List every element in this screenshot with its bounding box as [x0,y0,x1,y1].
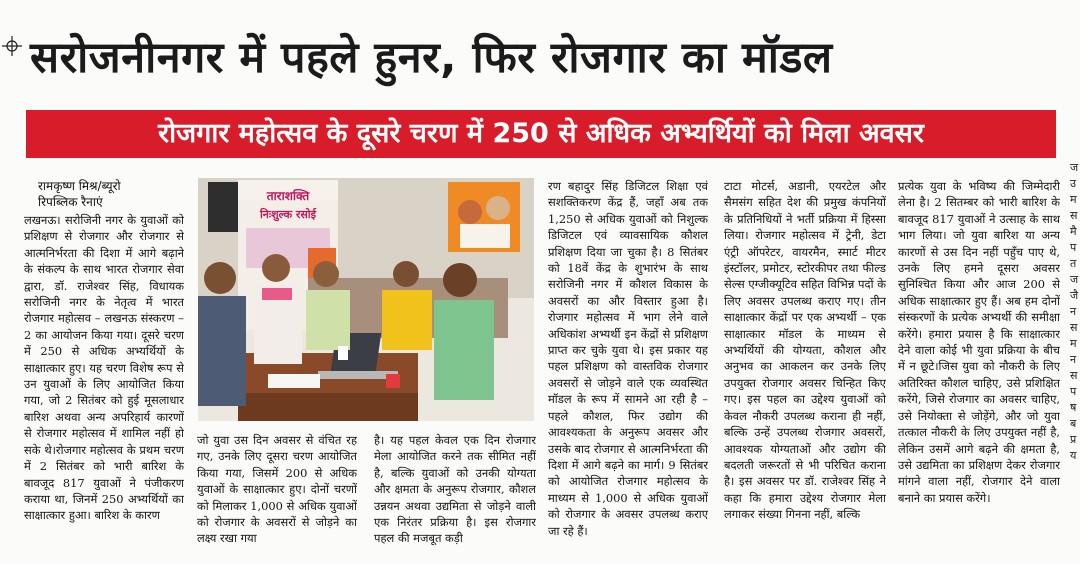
article-column-5: टाटा मोटर्स, अडानी, एयरटेल और सैमसंग सहित देश की प्रमुख कंपनियों के प्रतिनिधियों ने भर्ती प्रक्रिया में हिस्सा लिया। रोजगार महोत्सव में ट्रेनी, डेटा एंट्री ऑपरेटर, वायरमैन, स्मार्ट मीटर इंस्टॉलर, प्रमोटर, स्टोरकीपर तथा फील्ड सेल्स एग्जीक्यूटिव सहित विभिन्न पदों के लिए अवसर उपलब्ध कराए गए। तीन साक्षात्कार केंद्रों पर एक अभ्यर्थी – एक साक्षात्कार मॉडल के माध्यम से अभ्यर्थियों की योग्यता, कौशल और अनुभव का आकलन कर उनके लिए उपयुक्त रोजगार अवसर चिन्हित किए गए। इस पहल का उद्देश्य युवाओं को केवल नौकरी उपलब्ध कराना ही नहीं, बल्कि उन्हें उपलब्ध रोजगार अवसरों, आवश्यक योग्यताओं और उद्योग की बदलती जरूरतों से भी परिचित कराना है। इस अवसर पर डॉ. राजेश्वर सिंह ने कहा कि हमारा उद्देश्य रोजगार मेला लगाकर संख्या गिनना नहीं, बल्कि [724,179,886,522]
byline-outlet: रिपब्लिक रैनाएं [38,195,103,209]
article-column-6: प्रत्येक युवा के भविष्य की जिम्मेदारी लेना है। 2 सितम्बर को भारी बारिश के बावजूद 817 युवाओं ने उत्साह के साथ भाग लिया। जो युवा बारिश या अन्य कारणों से उस दिन नहीं पहुँच पाए थे, उनके लिए हमने दूसरा अवसर सुनिश्चित किया और आज 200 से अधिक साक्षात्कार हुए हैं। अब हम दोनों संस्करणों के प्रत्येक अभ्यर्थी की समीक्षा करेंगे। हमारा प्रयास है कि साक्षात्कार देने वाला कोई भी युवा प्रक्रिया के बीच में न छूटे।जिस युवा को नौकरी के लिए अतिरिक्त कौशल चाहिए, उसे प्रशिक्षित करेंगे, जिसे रोजगार का अवसर चाहिए, उसे नियोक्ता से जोड़ेंगे, और जो युवा तत्काल नौकरी के लिए उपयुक्त नहीं है, लेकिन उसमें आगे बढ़ने की क्षमता है, उसे उद्यमिता का प्रशिक्षण देकर रोजगार मांगने वाला नहीं, रोजगार देने वाला बनाने का प्रयास करेंगे। [898,179,1060,505]
article-column-4: रण बहादुर सिंह डिजिटल शिक्षा एवं सशक्तिकरण केंद्र हैं, जहाँ अब तक 1,250 से अधिक युवाओं को निशुल्क डिजिटल एवं व्यावसायिक कौशल प्रशिक्षण दिया जा चुका है। 8 सितंबर को 18वें केंद्र के शुभारंभ के साथ सरोजिनी नगर में कौशल विकास के अवसरों का और विस्तार हुआ है।रोजगार महोत्सव में भाग लेने वाले अधिकांश अभ्यर्थी इन केंद्रों से प्रशिक्षण प्राप्त कर चुके युवा थे। इस प्रकार यह पहल प्रशिक्षण को वास्तविक रोजगार अवसरों से जोड़ने वाले एक व्यवस्थित मॉडल के रूप में सामने आ रही है – पहले कौशल, फिर उद्योग की आवश्यकता के अनुरूप अवसर और उसके बाद रोजगार से आत्मनिर्भरता की दिशा में आगे बढ़ने का मार्ग। 9 सितंबर को आयोजित रोजगार महोत्सव के माध्यम से 1,000 से अधिक युवाओं को रोजगार के अवसर उपलब्ध कराए जा रहे हैं। [548,179,708,538]
headline: सरोजनीनगर में पहले हुनर, फिर रोजगार का मॉडल [30,33,833,83]
photo-banner-line1: ताराशक्ति [266,189,310,203]
registration-mark-icon [2,36,22,56]
byline-author: रामकृष्ण मिश्र/ब्यूरो [38,179,121,193]
photo-banner-line2: निःशुल्क रसोई [259,208,317,221]
article-photo [198,178,534,421]
article-column-3: है। यह पहल केवल एक दिन रोजगार मेला आयोजित करने तक सीमित नहीं है, बल्कि युवाओं को उनकी योग्यता और क्षमता के अनुरूप रोजगार, कौशल उन्नयन अथवा उद्यमिता से जोड़ने वाली एक निरंतर प्रक्रिया है। इस रोजगार पहल की मजबूत कड़ी [374,433,536,546]
photo-illustration [198,178,534,421]
article-column-1: लखनऊ। सरोजिनी नगर के युवाओं को प्रशिक्षण से रोजगार और रोजगार से आत्मनिर्भरता की दिशा में आगे बढ़ाने के संकल्प के साथ भारत रोजगार सेवा द्वारा, डॉ. राजेश्वर सिंह, विधायक सरोजिनी नगर के नेतृत्व में भारत रोजगार महोत्सव – लखनऊ संस्करण – 2 का आयोजन किया गया। दूसरे चरण में 250 से अधिक अभ्यर्थियों के साक्षात्कार हुए। यह चरण विशेष रूप से उन युवाओं के लिए आयोजित किया गया, जो 2 सितंबर को हुई मूसलाधार बारिश अथवा अन्य अपरिहार्य कारणों से रोजगार महोत्सव में शामिल नहीं हो सके थे।रोजगार महोत्सव के प्रथम चरण में 2 सितंबर को भारी बारिश के बावजूद 817 युवाओं ने पंजीकरण कराया था, जिनमें 250 अभ्यर्थियों का साक्षात्कार हुआ। बारिश के कारण [24,213,184,523]
byline [38,178,188,210]
adjacent-article-fragment: ज उ म स मै प त ज जै न स म न स प ष ब प्र य [1070,161,1079,462]
subheadline-banner: रोजगार महोत्सव के दूसरे चरण में 250 से अधिक अभ्यर्थियों को मिला अवसर [26,110,1056,158]
article-column-2: जो युवा उस दिन अवसर से वंचित रह गए, उनके लिए दूसरा चरण आयोजित किया गया, जिसमें 200 से अधिक युवाओं के साक्षात्कार हुए। दोनों चरणों को मिलाकर 1,000 से अधिक युवाओं को रोजगार के अवसरों से जोड़ने का लक्ष्य रखा गया [197,433,357,546]
